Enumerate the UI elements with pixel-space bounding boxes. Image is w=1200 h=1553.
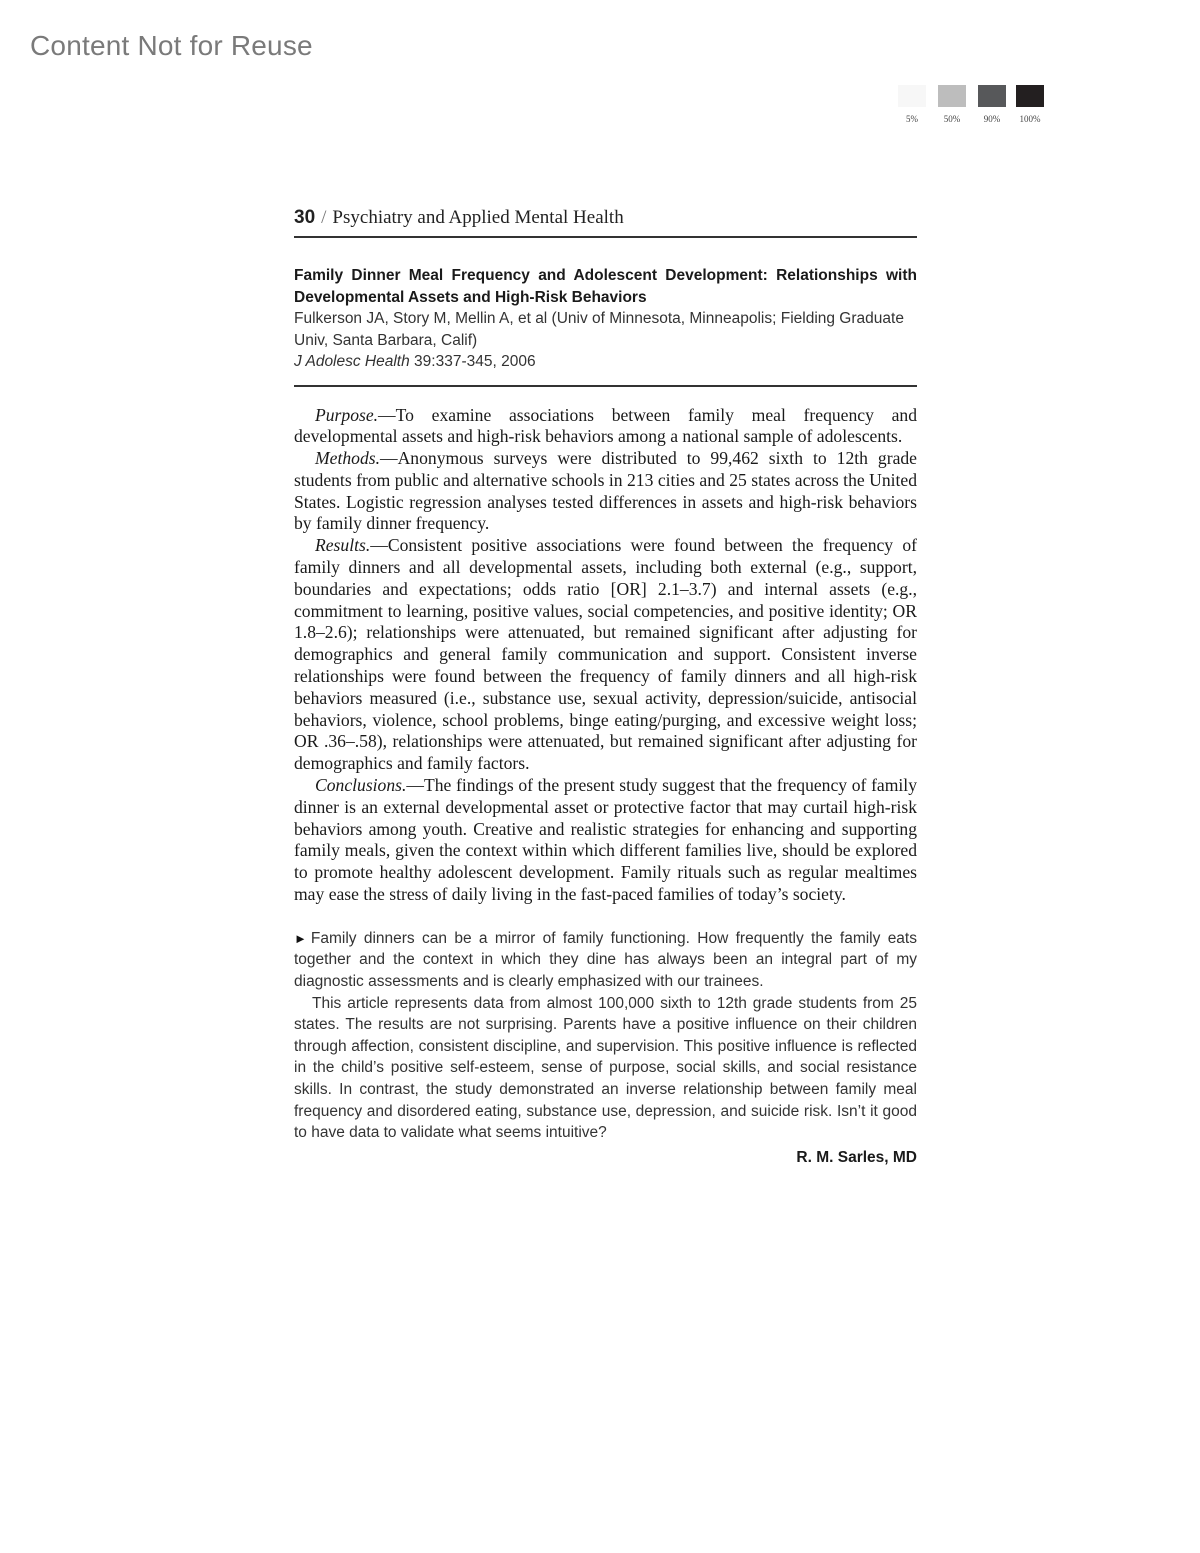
swatch-100 (1016, 85, 1044, 107)
journal-reference (294, 351, 917, 373)
abstract-text: —Consistent positive associations were found between the frequency of family dinners and all developmental assets, including both external (e.g., support, boundaries and expectations; odds ratio [OR] 2.1–3.7) and internal assets (e.g., commitment to learning, positive values, social competencies, and positive identity; OR 1.8–2.6); relationships were attenuated, but remained significant after adjusting for demographics and general family communication and support. Consistent inverse relationships were found between the frequency of family dinners and all high-risk behaviors measured (i.e., substance use, sexual activity, depression/suicide, antisocial behaviors, violence, school problems, binge eating/purging, and excessive weight loss; OR .36–.58), relationships were attenuated, but remained significant after adjusting for demographics and family factors. (294, 535, 917, 774)
article-title: Family Dinner Meal Frequency and Adolescent Development: Relationships with Developmental Assets and High-Risk Behaviors (294, 267, 917, 306)
swatch-90 (978, 85, 1006, 107)
commentary-paragraph: This article represents data from almost 100,000 sixth to 12th grade students from 25 states. The results are not surprising. Parents have a positive influence on their children through affection, consistent discipline, and supervision. This positive influence is reflected in the child’s positive self-esteem, sense of purpose, social skills, and social resistance skills. In contrast, the study demonstrated an inverse relationship between family meal frequency and disordered eating, substance use, depression, and suicide risk. Isn’t it good to have data to validate what seems intuitive? (294, 994, 917, 1142)
abstract-purpose (294, 405, 917, 449)
abstract-conclusions (294, 775, 917, 906)
abstract-label: Results. (315, 535, 371, 556)
citation-block (294, 238, 917, 387)
swatch-label-90: 90% (983, 114, 1001, 124)
watermark-text: Content Not for Reuse (30, 30, 313, 61)
swatch-label-50: 50% (943, 114, 961, 124)
swatch-label-100: 100% (1019, 114, 1041, 124)
journal-abbrev: J Adolesc Health (294, 353, 410, 370)
page-number: 30 (294, 207, 316, 228)
swatch-label-5: 5% (906, 114, 918, 124)
abstract-text: —The findings of the present study suggest that the frequency of family dinner is an external developmental asset or protective factor that may curtail high-risk behaviors among youth. Creative and realistic strategies for enhancing and supporting family meals, given the context within which different families live, should be explored to promote healthy adolescent development. Family rituals such as regular mealtimes may ease the stress of daily living in the fast-paced families of today’s society. (294, 775, 917, 905)
commentary-paragraph (294, 928, 917, 993)
running-head (294, 200, 917, 238)
swatch-5 (898, 85, 926, 107)
swatch-50 (938, 85, 966, 107)
abstract-text: —Anonymous surveys were distributed to 99,462 sixth to 12th grade students from public and alternative schools in 213 cities and 25 states across the United States. Logistic regression analyses tested differences in assets and high-risk behaviors by family dinner frequency. (294, 448, 917, 534)
journal-volume-pages: 39:337-345, 2006 (409, 353, 536, 370)
abstract-text: —To examine associations between family meal frequency and developmental assets and high-risk behaviors among a national sample of adolescents. (294, 404, 917, 447)
abstract-results (294, 535, 917, 775)
article-authors: Fulkerson JA, Story M, Mellin A, et al (Univ of Minnesota, Minneapolis; Fielding Graduate Univ, Santa Barbara, Calif) (294, 310, 904, 349)
right-triangle-icon: ► (294, 930, 307, 946)
commentary-text: Family dinners can be a mirror of family functioning. How frequently the family eats together and the context in which they dine has always been an integral part of my diagnostic assessments and is clearly emphasized with our trainees. (294, 929, 917, 991)
commentary (294, 928, 917, 1169)
abstract-methods (294, 448, 917, 535)
abstract (294, 405, 917, 906)
running-head-separator: / (321, 207, 327, 228)
journal-name: Psychiatry and Applied Mental Health (332, 207, 624, 228)
article-page (294, 200, 917, 1168)
abstract-label: Methods. (315, 448, 380, 469)
abstract-label: Purpose. (315, 404, 379, 425)
commentary-signature: R. M. Sarles, MD (796, 1148, 917, 1166)
abstract-label: Conclusions. (315, 775, 407, 796)
color-calibration-bar (898, 85, 1048, 129)
